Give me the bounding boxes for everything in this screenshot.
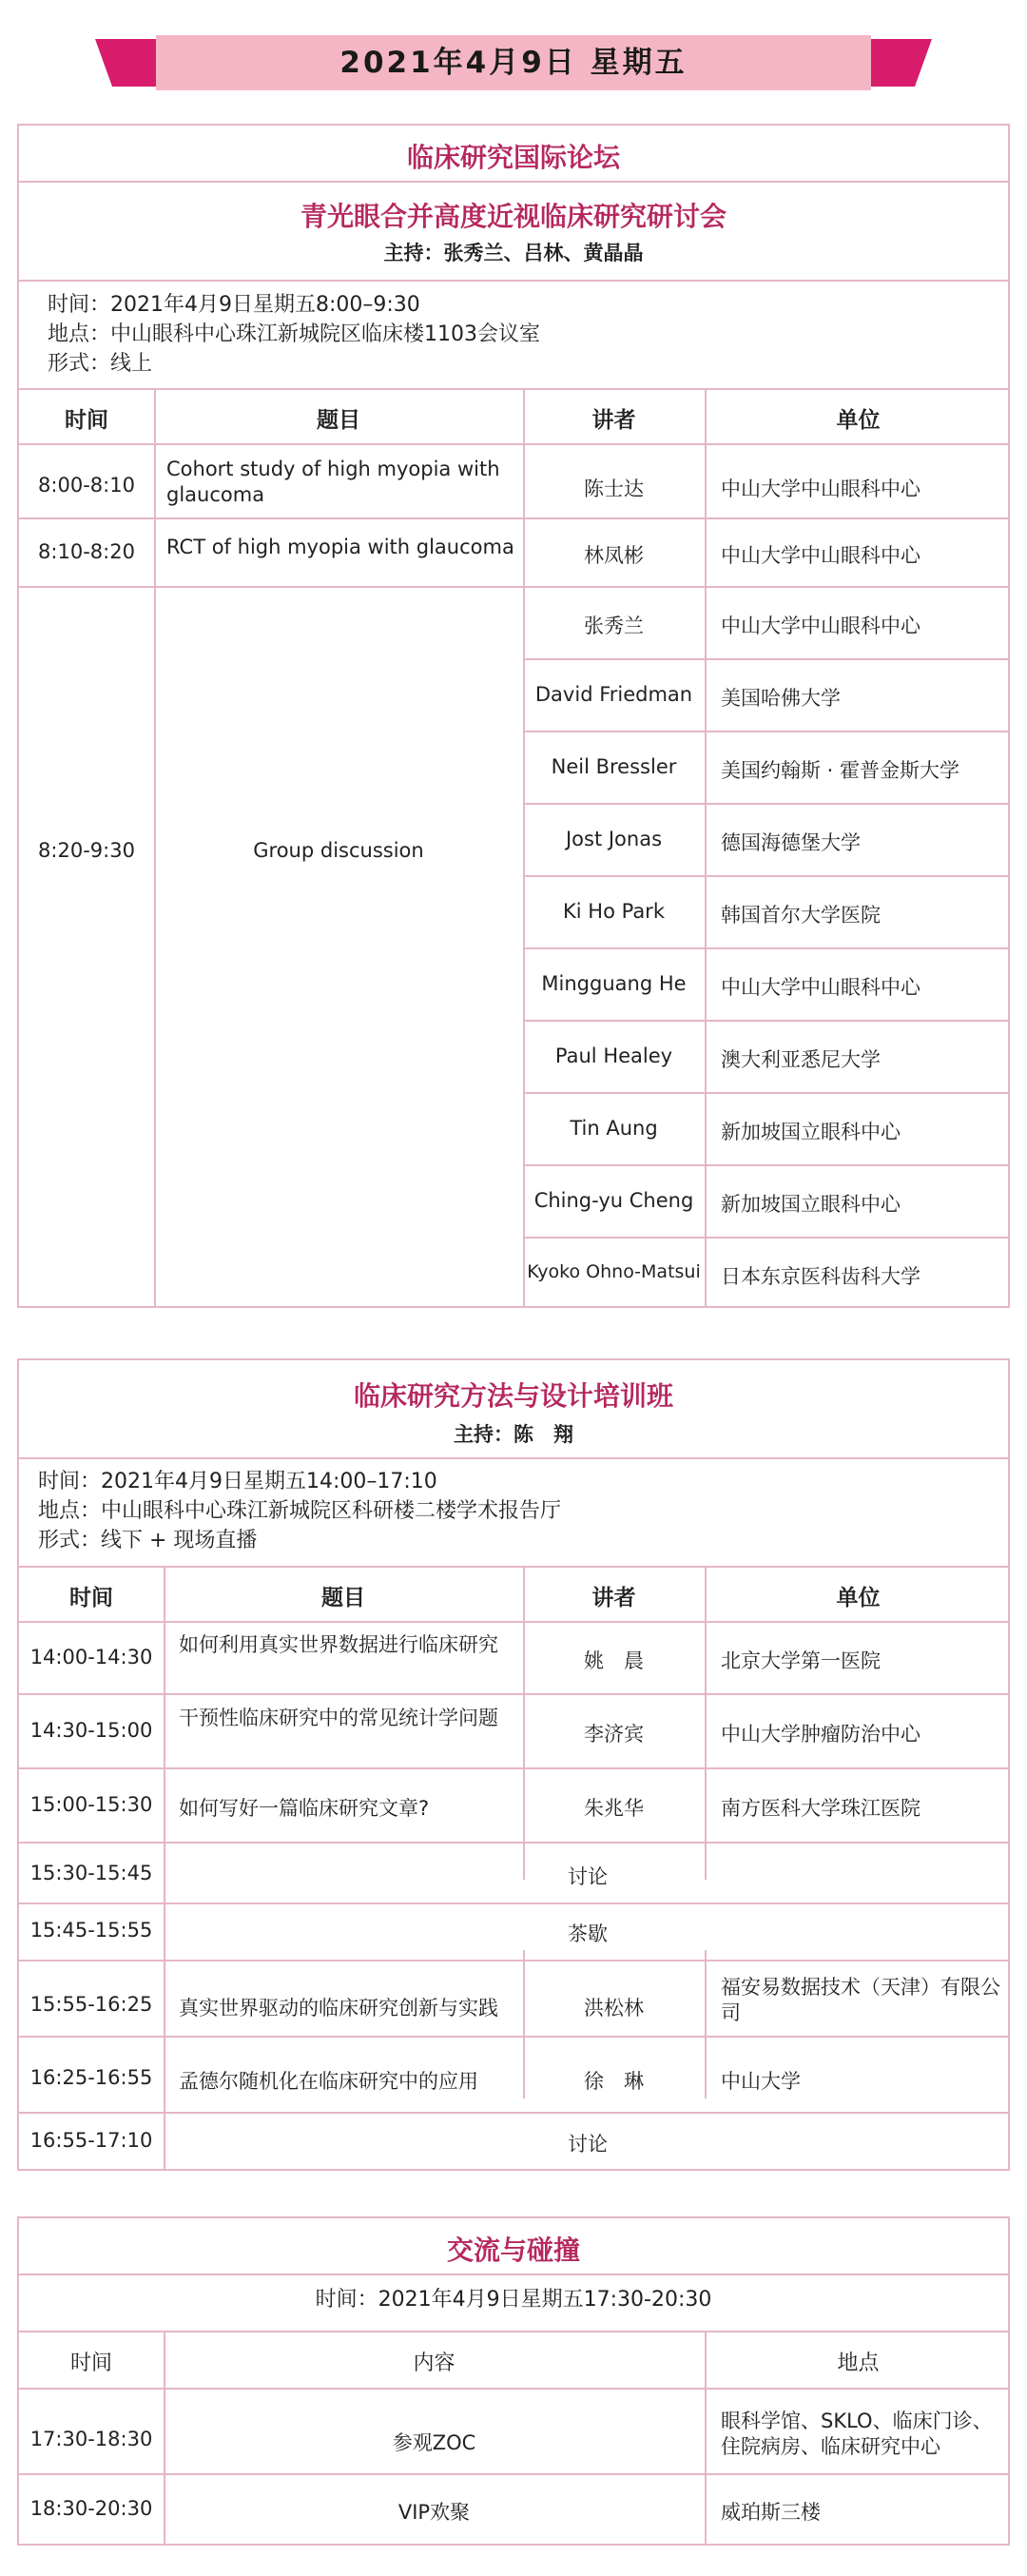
table-row-unit: 北京大学第一医院	[721, 1649, 881, 1672]
forum-header: 临床研究国际论坛	[406, 142, 620, 173]
exchange-col-content: 内容	[413, 2352, 455, 2375]
table-row-unit: 南方医科大学珠江医院	[721, 1797, 920, 1820]
table-row-merged: 茶歇	[568, 1922, 608, 1945]
table-row-place: 威珀斯三楼	[721, 2501, 821, 2524]
table-row-topic: Cohort study of high myopia with glaucoma	[166, 458, 500, 506]
table-row-speaker: 洪松林	[584, 1997, 644, 2020]
forum-col-speaker: 讲者	[591, 408, 636, 433]
panel-speaker: Ching-yu Cheng	[533, 1189, 694, 1212]
table-row-speaker: 朱兆华	[584, 1797, 644, 1820]
forum-host: 主持：张秀兰、吕林、黄晶晶	[383, 242, 644, 264]
table-row-speaker: 林凤彬	[584, 544, 644, 567]
panel-unit: 新加坡国立眼科中心	[721, 1121, 901, 1143]
table-row-time: 15:30-15:45	[29, 1862, 153, 1884]
panel-unit: 德国海德堡大学	[721, 831, 861, 854]
table-row-content: VIP欢聚	[397, 2501, 471, 2524]
training-info-time: 时间：2021年4月9日星期五14:00–17:10	[38, 1470, 437, 1493]
forum-info-location: 地点：中山眼科中心珠江新城院区临床楼1103会议室	[48, 322, 540, 346]
forum-col-time: 时间	[65, 408, 108, 433]
panel-speaker: Mingguang He	[541, 972, 687, 995]
table-row-speaker: 李济宾	[584, 1723, 644, 1746]
date-banner-text: 2021年4月9日 星期五	[339, 46, 688, 80]
training-col-time: 时间	[69, 1586, 113, 1610]
date-banner	[95, 35, 932, 90]
panel-unit: 日本东京医科齿科大学	[721, 1265, 920, 1288]
exchange-title: 交流与碰撞	[446, 2234, 580, 2266]
exchange-section	[17, 2216, 1010, 2546]
table-row-time: 16:55-17:10	[29, 2129, 153, 2152]
table-row-unit: 中山大学中山眼科中心	[721, 544, 920, 567]
table-row-speaker: 陈士达	[584, 478, 644, 500]
table-row-topic: 真实世界驱动的临床研究创新与实践	[179, 1997, 498, 2020]
table-row-speaker: 徐 琳	[584, 2070, 644, 2093]
panel-speaker: David Friedman	[534, 683, 693, 706]
table-row-time: 15:55-16:25	[29, 1993, 153, 2016]
table-row-time: 14:30-15:00	[29, 1719, 153, 1742]
forum-title: 青光眼合并高度近视临床研究研讨会	[300, 201, 727, 232]
table-row-unit: 中山大学中山眼科中心	[721, 478, 920, 500]
exchange-info-time: 时间：2021年4月9日星期五17:30-20:30	[315, 2288, 712, 2312]
panel-speaker: Tin Aung	[570, 1117, 658, 1140]
table-row-topic: 干预性临床研究中的常见统计学问题	[179, 1707, 498, 1729]
table-row-time: 8:00-8:10	[38, 474, 135, 497]
table-row-time: 17:30-18:30	[29, 2428, 153, 2450]
forum-col-topic: 题目	[317, 408, 360, 433]
table-row-time: 16:25-16:55	[29, 2066, 153, 2089]
panel-unit: 澳大利亚悉尼大学	[721, 1048, 881, 1071]
forum-info-format: 形式：线上	[48, 352, 153, 376]
table-row-time: 14:00-14:30	[29, 1646, 153, 1669]
table-row-merged: 讨论	[568, 2133, 608, 2156]
exchange-col-time: 时间	[69, 2352, 112, 2375]
table-row-time: 8:10-8:20	[38, 540, 135, 563]
panel-speaker: Kyoko Ohno-Matsui	[527, 1261, 701, 1282]
table-row-topic: 如何利用真实世界数据进行临床研究	[179, 1633, 498, 1656]
panel-unit: 中山大学中山眼科中心	[721, 615, 920, 637]
table-row-merged: 讨论	[568, 1865, 608, 1888]
panel-speaker: Paul Healey	[554, 1044, 673, 1067]
training-col-speaker: 讲者	[591, 1586, 636, 1610]
forum-info-time: 时间：2021年4月9日星期五8:00–9:30	[48, 293, 420, 317]
table-row-time: 18:30-20:30	[29, 2497, 153, 2520]
table-row-topic: RCT of high myopia with glaucoma	[166, 536, 514, 558]
table-row-unit: 福安易数据技术（天津）有限公司	[721, 1976, 1000, 2024]
table-row-time: 15:45-15:55	[29, 1919, 153, 1942]
forum-section	[17, 124, 1010, 1308]
training-info-location: 地点：中山眼科中心珠江新城院区科研楼二楼学术报告厅	[38, 1499, 562, 1523]
panel-unit: 美国哈佛大学	[721, 687, 841, 710]
training-section	[17, 1358, 1010, 2171]
panel-unit: 新加坡国立眼科中心	[721, 1193, 901, 1216]
table-row-topic: 孟德尔随机化在临床研究中的应用	[179, 2070, 478, 2093]
panel-unit: 中山大学中山眼科中心	[721, 976, 920, 999]
panel-speaker: 张秀兰	[584, 615, 644, 637]
discussion-topic: Group discussion	[253, 839, 424, 862]
table-row-unit: 中山大学肿瘤防治中心	[721, 1723, 920, 1746]
table-row-speaker: 姚 晨	[584, 1649, 644, 1672]
table-row-place: 眼科学馆、SKLO、临床门诊、住院病房、临床研究中心	[721, 2410, 993, 2458]
table-row-time: 15:00-15:30	[29, 1793, 153, 1816]
panel-speaker: Neil Bressler	[551, 755, 677, 778]
table-row-topic: 如何写好一篇临床研究文章?	[179, 1797, 430, 1820]
panel-speaker: Ki Ho Park	[563, 900, 665, 923]
panel-unit: 美国约翰斯 · 霍普金斯大学	[721, 759, 960, 782]
table-row-content: 参观ZOC	[392, 2431, 476, 2454]
panel-unit: 韩国首尔大学医院	[721, 904, 881, 927]
table-row-unit: 中山大学	[721, 2070, 801, 2093]
forum-col-unit: 单位	[836, 408, 881, 433]
training-info-format: 形式：线下 + 现场直播	[38, 1529, 258, 1552]
training-col-unit: 单位	[836, 1586, 881, 1610]
training-host: 主持：陈 翔	[454, 1423, 573, 1446]
discussion-time: 8:20-9:30	[38, 839, 135, 862]
training-title: 临床研究方法与设计培训班	[353, 1380, 673, 1412]
panel-speaker: Jost Jonas	[565, 828, 663, 850]
exchange-col-place: 地点	[837, 2352, 880, 2375]
training-col-topic: 题目	[321, 1586, 365, 1610]
